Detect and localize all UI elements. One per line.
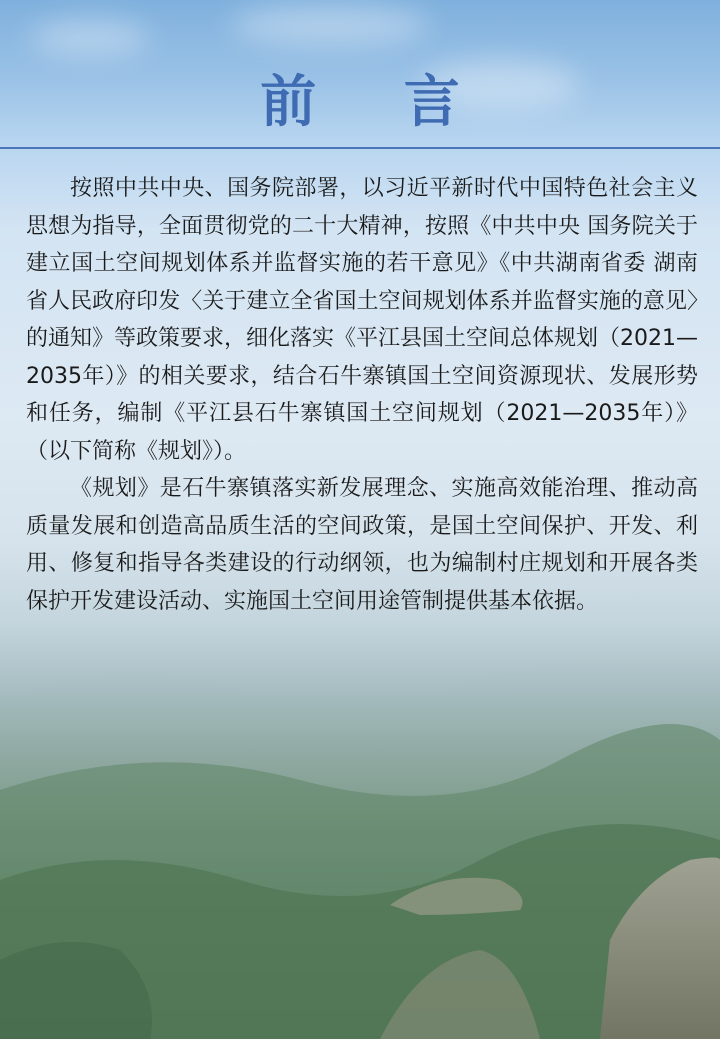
paragraph: 按照中共中央、国务院部署，以习近平新时代中国特色社会主义思想为指导，全面贯彻党的二十大精神，按照《中共中央 国务院关于建立国土空间规划体系并监督实施的若干意见》《中共湖南省委 湖南省人民政府印发〈关于建立全省国土空间规划体系并监督实施的意见〉的通知》等政策要求，细化落实《平江县国土空间总体规划（2021—2035年）》的相关要求，结合石牛寨镇国土空间资源现状、发展形势和任务，编制《平江县石牛寨镇国土空间规划（2021—2035年）》（以下简称《规划》）。: [26, 176, 698, 464]
paragraph: 《规划》是石牛寨镇落实新发展理念、实施高效能治理、推动高质量发展和创造高品质生活的空间政策，是国土空间保护、开发、利用、修复和指导各类建设的行动纲领，也为编制村庄规划和开展各类保护开发建设活动、实施国土空间用途管制提供基本依据。: [26, 476, 698, 614]
preface-body: [26, 170, 698, 620]
page-title: 前 言: [260, 70, 494, 135]
title-divider: [0, 147, 720, 149]
